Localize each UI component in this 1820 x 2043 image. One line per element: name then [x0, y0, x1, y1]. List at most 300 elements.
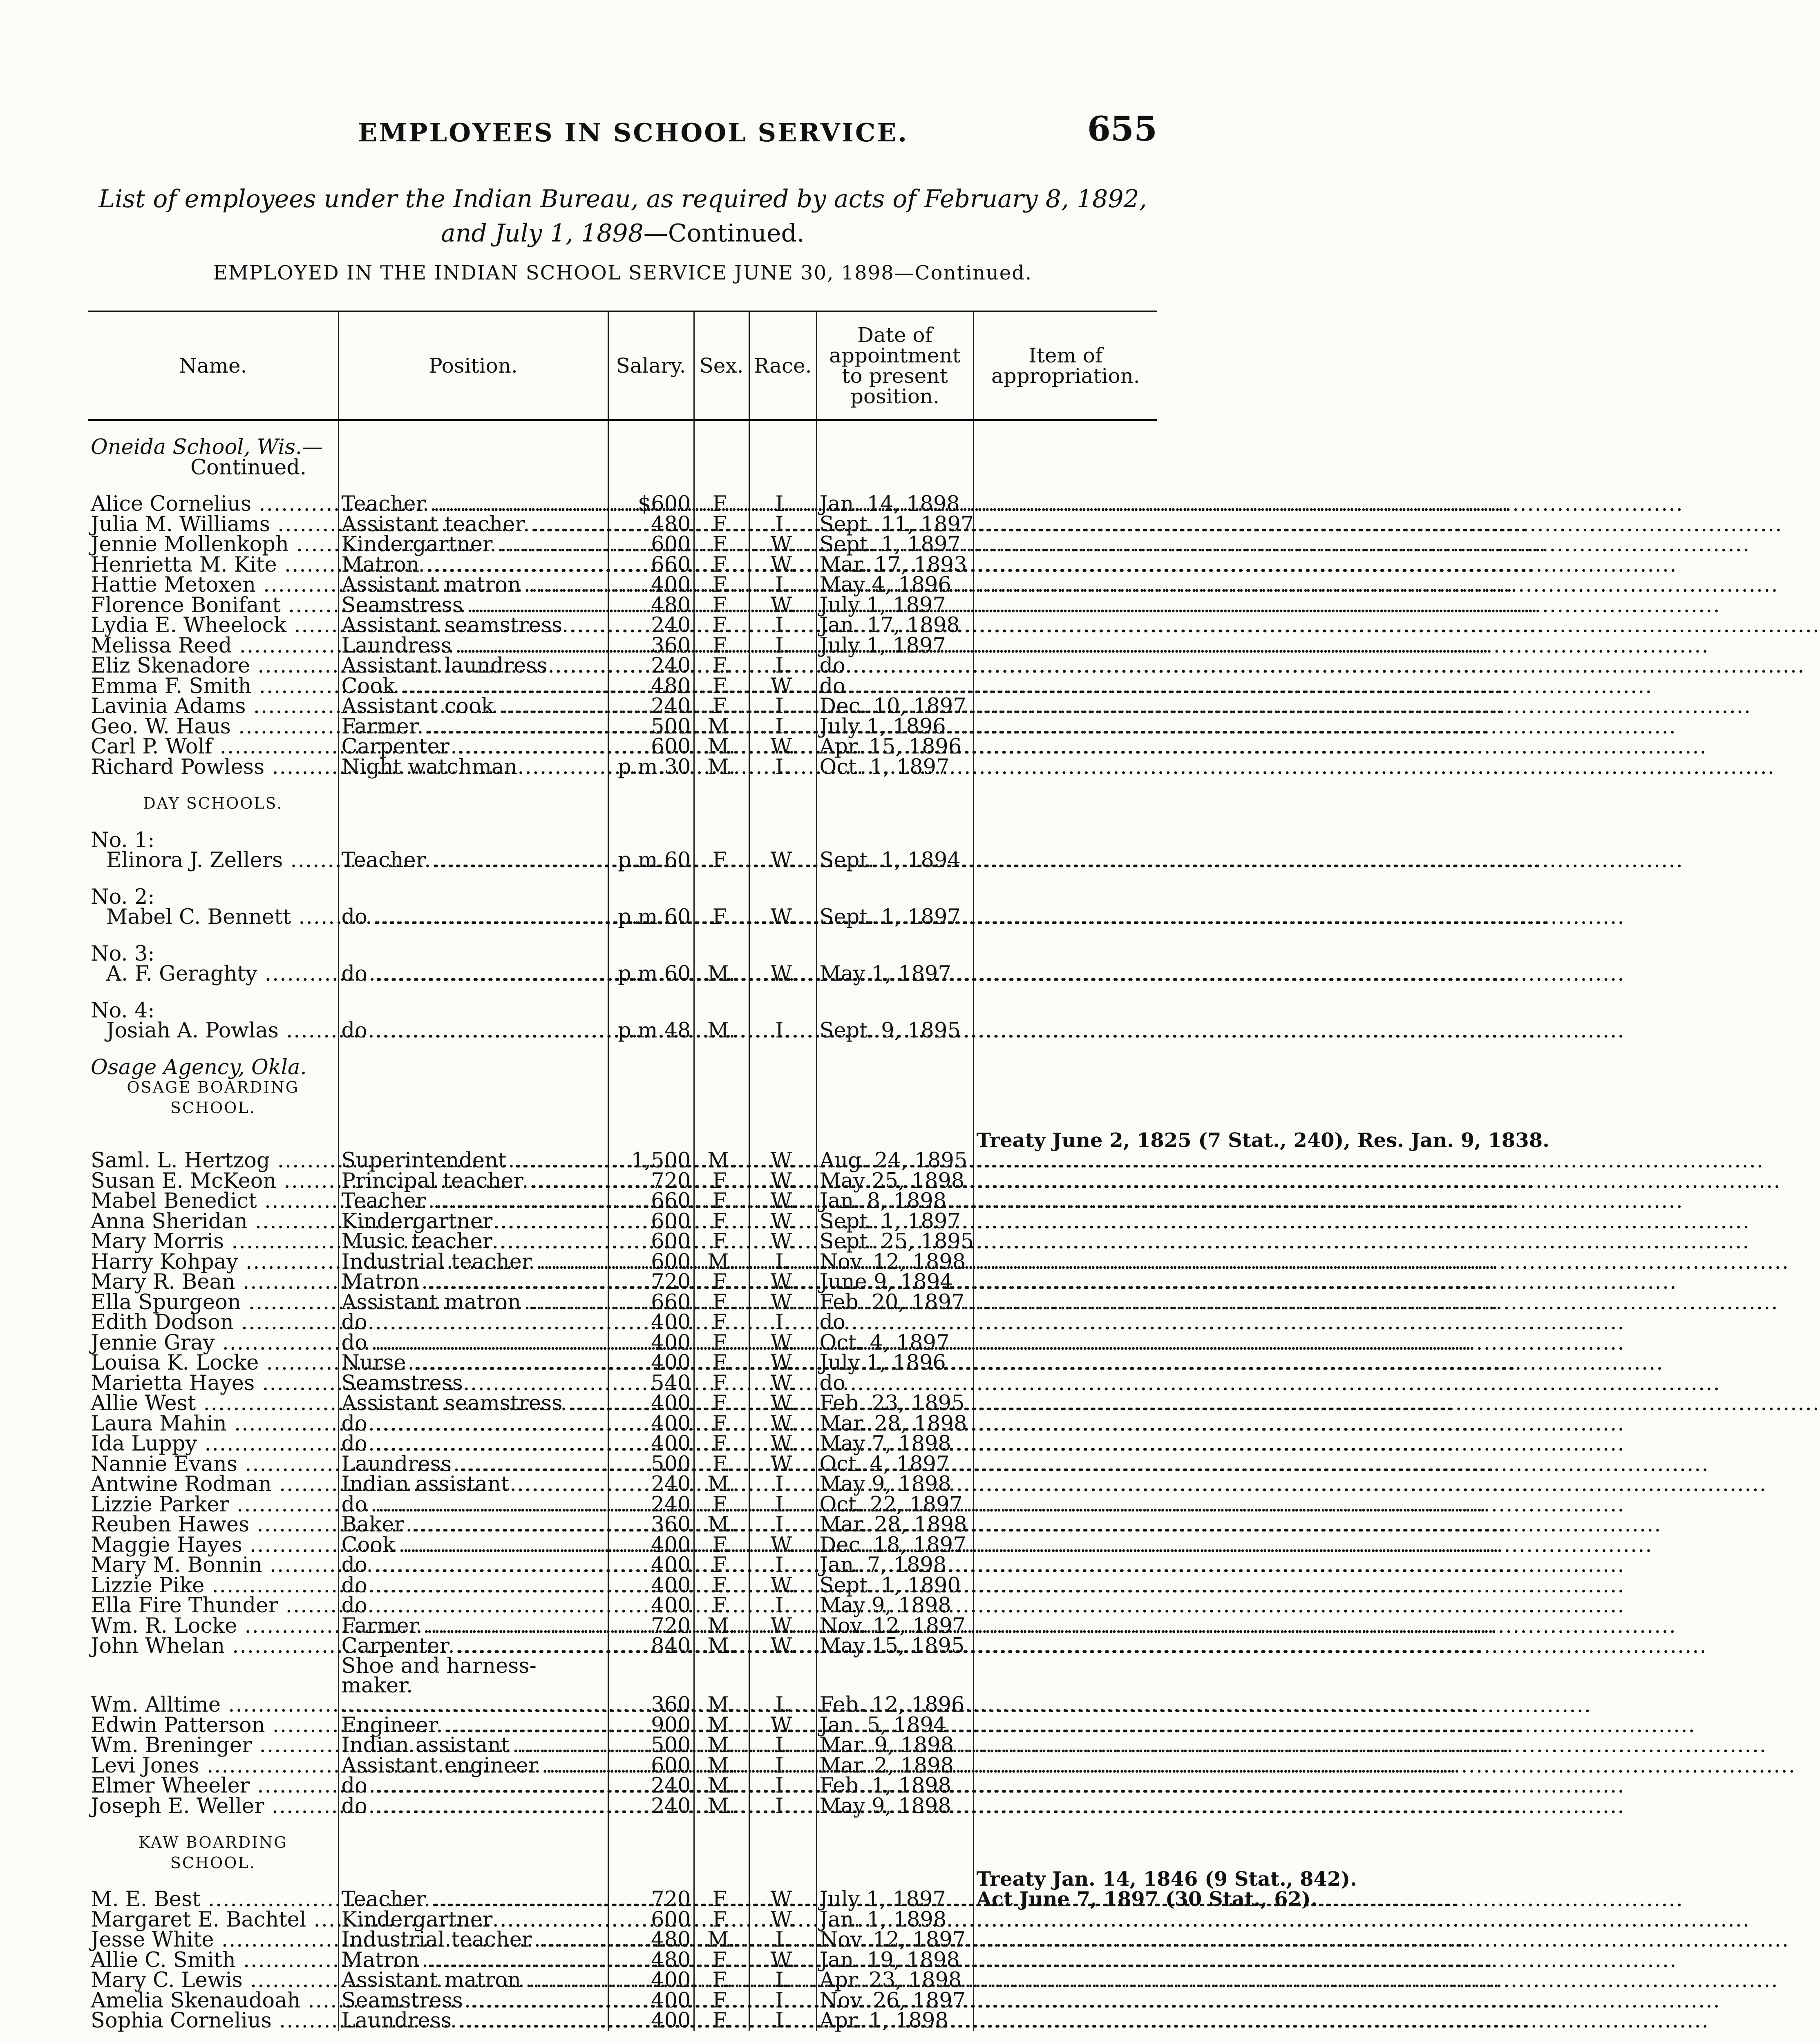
employee-position	[338, 633, 608, 658]
employee-name	[88, 615, 338, 636]
table-row	[88, 1991, 1157, 2011]
employee-salary: 480	[608, 676, 694, 697]
employee-name-text: Joseph E. Weller .....	[91, 1796, 335, 1817]
employee-race: W.	[749, 1171, 816, 1191]
employee-name	[88, 595, 338, 616]
employee-race: W.	[749, 1535, 816, 1556]
empty-cell	[338, 928, 608, 944]
employee-name-text: Lydia E. Wheelock .....	[91, 615, 335, 636]
employee-sex: F.	[694, 676, 749, 697]
day-school-number	[88, 830, 1157, 851]
empty-cell	[749, 777, 816, 794]
spacer-row	[88, 928, 1157, 944]
employee-appointment-date: May 15, 1895	[816, 1636, 973, 1656]
empty-cell	[338, 1853, 608, 1873]
employee-name-text: Alice Cornelius .....	[91, 494, 335, 514]
employee-position-text: Laundress .....	[342, 1454, 605, 1475]
empty-cell	[338, 1873, 608, 1889]
employee-name-text: Margaret E. Bachtel .....	[91, 1910, 335, 1930]
employee-name	[88, 1950, 338, 1971]
employee-salary: 400	[608, 1333, 694, 1353]
table-row	[88, 615, 1157, 636]
employee-sex: M.	[694, 1616, 749, 1636]
employee-name	[88, 1715, 338, 1736]
empty-cell	[973, 437, 1157, 458]
employee-name	[88, 1229, 338, 1254]
employee-race: W.	[749, 1151, 816, 1171]
employees-table-body	[88, 420, 1549, 2033]
table-row	[88, 1796, 1157, 1817]
table-row	[88, 1535, 1157, 1556]
employee-position	[338, 850, 608, 871]
employee-appointment-date: Mar. 28, 1898	[816, 1414, 973, 1434]
day-school-number-label: No. 4:	[91, 998, 155, 1023]
employee-name-text: Elinora J. Zellers .....	[106, 850, 335, 871]
empty-cell	[694, 1816, 749, 1833]
empty-cell	[338, 420, 608, 437]
employee-name	[88, 1753, 338, 1778]
employee-appointment-date: July 1, 1896	[816, 717, 973, 737]
employee-salary: $600	[608, 494, 694, 514]
empty-cell	[694, 777, 749, 794]
employee-appointment-date: May 1, 1897	[816, 964, 973, 984]
table-row	[88, 676, 1157, 697]
employee-name-text: Eliz Skenadore .....	[91, 656, 335, 676]
employee-race: I.	[749, 1312, 816, 1333]
employee-salary: 360	[608, 1515, 694, 1535]
employee-race: W.	[749, 1434, 816, 1454]
oneida-school-label: Oneida School, Wis.—	[91, 435, 323, 459]
col-header-name: Name.	[179, 354, 247, 378]
employee-race: I.	[749, 1555, 816, 1576]
employee-name-text: Carl P. Wolf .....	[91, 737, 335, 757]
employee-race: I.	[749, 615, 816, 636]
table-row	[88, 2011, 1157, 2031]
empty-cell	[749, 1041, 816, 1057]
employee-name-text: Marietta Hayes .....	[91, 1373, 335, 1394]
employee-position	[338, 552, 608, 577]
employee-name	[88, 1411, 338, 1436]
empty-cell	[816, 1057, 973, 1078]
employee-race: W.	[749, 1373, 816, 1394]
employee-appointment-date: Sept. 1, 1890	[816, 1576, 973, 1596]
empty-cell	[749, 1816, 816, 1833]
empty-cell	[88, 1134, 338, 1151]
employee-salary: 400	[608, 1393, 694, 1414]
empty-cell	[608, 944, 694, 964]
empty-cell	[973, 830, 1157, 851]
employee-appointment-date: Oct. 4, 1897	[816, 1454, 973, 1475]
employee-name	[88, 1970, 338, 1991]
employee-salary: 600	[608, 1211, 694, 1232]
employee-sex: F.	[694, 1272, 749, 1292]
employee-sex: F.	[694, 1454, 749, 1475]
col-header-sex: Sex.	[694, 311, 749, 420]
employee-race: W.	[749, 595, 816, 616]
employee-position	[338, 1753, 608, 1778]
employee-position-text: Matron .....	[342, 555, 605, 575]
employee-name	[88, 1393, 338, 1414]
empty-cell	[338, 1134, 608, 1151]
employee-sex: F.	[694, 1191, 749, 1211]
empty-cell	[694, 887, 749, 908]
empty-cell	[338, 1077, 608, 1098]
table-row	[88, 1970, 1157, 1991]
employee-appointment-date: Feb. 23, 1895	[816, 1393, 973, 1414]
employee-name-text: Richard Powless .....	[91, 757, 335, 778]
employee-race: I.	[749, 1656, 816, 1715]
employee-sex: M.	[694, 1930, 749, 1950]
empty-cell	[88, 814, 338, 830]
employee-sex: F.	[694, 1232, 749, 1252]
employee-sex: F.	[694, 494, 749, 514]
employee-position	[338, 1776, 608, 1796]
employee-race: I.	[749, 1930, 816, 1950]
empty-cell	[608, 1118, 694, 1134]
empty-cell	[694, 420, 749, 437]
employee-sex: F.	[694, 534, 749, 555]
employee-name	[88, 907, 338, 928]
osage-appropriation-item: Treaty June 2, 1825 (7 Stat., 240), Res. Jan. 9, 1838.	[973, 1057, 1157, 1151]
employee-race: W.	[749, 1292, 816, 1313]
employee-name	[88, 1191, 338, 1211]
empty-cell	[816, 777, 973, 794]
empty-cell	[749, 1001, 816, 1021]
page-header	[88, 105, 1157, 150]
employee-position	[338, 676, 608, 697]
empty-cell	[816, 1833, 973, 1853]
empty-cell	[694, 437, 749, 458]
empty-cell	[816, 794, 973, 814]
table-row	[88, 1715, 1157, 1736]
employee-appointment-date: Feb. 20, 1897	[816, 1292, 973, 1313]
employee-appointment-date: Aug. 24, 1895	[816, 1151, 973, 1171]
empty-cell	[749, 814, 816, 830]
spacer-row	[88, 814, 1157, 830]
employee-race: W.	[749, 1211, 816, 1232]
employee-race: I.	[749, 696, 816, 717]
employee-appointment-date: Nov. 12, 1897	[816, 1616, 973, 1636]
employee-position-text: Industrial teacher .....	[342, 1252, 605, 1272]
empty-cell	[816, 887, 973, 908]
empty-cell	[338, 871, 608, 887]
osage-agency-label: Osage Agency, Okla.	[91, 1055, 307, 1080]
table-row	[88, 656, 1157, 676]
employee-position-text: Principal teacher .....	[342, 1171, 605, 1191]
empty-cell	[749, 437, 816, 458]
empty-cell	[694, 458, 749, 478]
employee-position	[338, 1191, 608, 1211]
employee-sex: M.	[694, 1776, 749, 1796]
employee-name	[88, 964, 338, 984]
employee-position	[338, 1021, 608, 1041]
employee-sex: M.	[694, 1796, 749, 1817]
employee-position-text: Assistant laundress .....	[342, 656, 605, 676]
empty-cell	[608, 1057, 694, 1078]
employee-name-text: Louisa K. Locke .....	[91, 1353, 335, 1373]
employee-name-text: Ida Luppy .....	[91, 1434, 335, 1454]
employee-appointment-date: do	[816, 676, 973, 697]
employee-name-text: Lizzie Parker .....	[91, 1495, 335, 1515]
employee-sex: M.	[694, 737, 749, 757]
empty-cell	[338, 1001, 608, 1021]
employee-position-text: Laundress .....	[342, 2011, 605, 2031]
employee-salary: 480	[608, 1950, 694, 1971]
employee-salary: 720	[608, 1272, 694, 1292]
table-row	[88, 1272, 1157, 1292]
employee-position-text: Cook .....	[342, 1535, 605, 1556]
employee-appointment-date: July 1, 1897	[816, 1889, 973, 1910]
table-row	[88, 1021, 1157, 1041]
employee-salary: p.m.60	[608, 964, 694, 984]
employee-race: I.	[749, 1021, 816, 1041]
employee-position-text: Farmer .....	[342, 1616, 605, 1636]
employee-position	[338, 1573, 608, 1598]
employee-sex: F.	[694, 1970, 749, 1991]
employee-position	[338, 1373, 608, 1394]
empty-cell	[694, 478, 749, 494]
employee-salary: 600	[608, 1232, 694, 1252]
employee-name-text: Hattie Metoxen .....	[91, 575, 335, 595]
table-row	[88, 1515, 1157, 1535]
employee-name-text: Anna Sheridan .....	[91, 1211, 335, 1232]
empty-cell	[694, 984, 749, 1001]
employee-race: W.	[749, 1414, 816, 1434]
subtitle-line-2-italic: and July 1, 1898	[440, 219, 644, 248]
empty-cell	[694, 1041, 749, 1057]
employee-name	[88, 1555, 338, 1576]
employee-sex: F.	[694, 1535, 749, 1556]
empty-cell	[608, 437, 694, 458]
table-row	[88, 1930, 1157, 1950]
empty-cell	[816, 1001, 973, 1021]
empty-cell	[973, 420, 1157, 437]
empty-cell	[816, 830, 973, 851]
employee-position-text: Kindergartner .....	[342, 534, 605, 555]
empty-cell	[749, 944, 816, 964]
employee-race: I.	[749, 1776, 816, 1796]
employee-race: I.	[749, 1474, 816, 1495]
empty-cell	[608, 814, 694, 830]
employee-appointment-date: May 4, 1896	[816, 575, 973, 595]
employee-sex: F.	[694, 595, 749, 616]
employee-name	[88, 633, 338, 658]
empty-cell	[608, 777, 694, 794]
day-schools-heading	[88, 794, 1157, 814]
spacer-row	[88, 1816, 1157, 1833]
employee-salary: 660	[608, 1292, 694, 1313]
empty-cell	[816, 1118, 973, 1134]
employee-name-text: Lavinia Adams .....	[91, 696, 335, 717]
employee-appointment-date: Oct. 4, 1897	[816, 1333, 973, 1353]
employee-position	[338, 1353, 608, 1373]
employee-salary: 400	[608, 1434, 694, 1454]
employee-appointment-date: Mar. 17, 1893	[816, 555, 973, 575]
employee-name-text: Amelia Skenaudoah .....	[91, 1991, 335, 2011]
employee-name	[88, 1292, 338, 1313]
empty-cell	[608, 478, 694, 494]
employee-sex: M.	[694, 717, 749, 737]
empty-cell	[608, 1873, 694, 1889]
table-row	[88, 595, 1157, 616]
employee-salary: 1,500	[608, 1151, 694, 1171]
employee-position	[338, 1292, 608, 1313]
employee-position	[338, 1330, 608, 1355]
employee-name	[88, 575, 338, 595]
employee-race: W.	[749, 1191, 816, 1211]
employee-appointment-date: Jan. 19, 1898	[816, 1950, 973, 1971]
empty-cell	[338, 1118, 608, 1134]
employee-sex: F.	[694, 1353, 749, 1373]
employee-name-text: Harry Kohpay .....	[91, 1252, 335, 1272]
employee-appointment-date: Nov. 12, 1898	[816, 1252, 973, 1272]
employee-position	[338, 1796, 608, 1817]
employee-salary: 720	[608, 1889, 694, 1910]
empty-cell	[749, 1853, 816, 1873]
empty-cell	[816, 1853, 973, 1873]
empty-cell	[973, 814, 1157, 830]
empty-cell	[338, 1041, 608, 1057]
employee-name-text: Wm. Alltime .....	[91, 1695, 335, 1715]
empty-cell	[694, 1001, 749, 1021]
employee-name	[88, 1454, 338, 1475]
employee-sex: M.	[694, 1715, 749, 1736]
employee-name-text: Mabel C. Bennett .....	[106, 907, 335, 928]
empty-cell	[338, 814, 608, 830]
employee-name	[88, 1434, 338, 1454]
empty-cell	[973, 944, 1157, 964]
employee-position-text: Superintendent .....	[342, 1151, 605, 1171]
employee-name	[88, 1656, 338, 1715]
employee-sex: M.	[694, 1252, 749, 1272]
employee-position	[338, 1970, 608, 1991]
employee-name	[88, 1312, 338, 1333]
employee-race: W.	[749, 850, 816, 871]
empty-cell	[338, 1098, 608, 1118]
employee-salary: p.m.60	[608, 907, 694, 928]
empty-cell	[338, 1833, 608, 1853]
employee-appointment-date: Jan. 1, 1898	[816, 1910, 973, 1930]
employee-name	[88, 1515, 338, 1535]
employee-appointment-date: May 9, 1898	[816, 1796, 973, 1817]
table-row	[88, 1889, 1157, 1910]
employee-appointment-date: Mar. 2, 1898	[816, 1756, 973, 1776]
employee-salary: 600	[608, 1910, 694, 1930]
table-row	[88, 1474, 1157, 1495]
employee-appointment-date: Dec. 10, 1897	[816, 696, 973, 717]
empty-cell	[694, 871, 749, 887]
table-row	[88, 757, 1157, 778]
employee-position-text: Assistant seamstress .....	[342, 615, 605, 636]
employee-appointment-date: Sept. 1, 1897	[816, 1211, 973, 1232]
employee-name-text: Mary M. Bonnin .....	[91, 1555, 335, 1576]
employee-position	[338, 1272, 608, 1292]
employee-salary: 720	[608, 1616, 694, 1636]
empty-cell	[973, 794, 1157, 814]
kaw-boarding-heading-label: KAW BOARDING	[138, 1833, 288, 1851]
employee-position-text: do .....	[342, 907, 605, 928]
employee-name	[88, 1330, 338, 1355]
empty-cell	[749, 420, 816, 437]
employee-sex: F.	[694, 1950, 749, 1971]
table-row	[88, 964, 1157, 984]
employee-sex: F.	[694, 696, 749, 717]
empty-cell	[973, 887, 1157, 908]
employee-position-text: do .....	[342, 1555, 605, 1576]
empty-cell	[816, 1077, 973, 1098]
employee-sex: F.	[694, 1576, 749, 1596]
employee-position	[338, 1229, 608, 1254]
employee-position-text: Seamstress .....	[342, 1991, 605, 2011]
employee-position	[338, 1596, 608, 1616]
empty-cell	[973, 1041, 1157, 1057]
table-row	[88, 1776, 1157, 1796]
employee-sex: F.	[694, 1910, 749, 1930]
employee-name	[88, 757, 338, 778]
employee-position-text: Assistant teacher .....	[342, 514, 605, 535]
employee-position	[338, 1988, 608, 2013]
empty-cell	[694, 1077, 749, 1098]
employee-name	[88, 1211, 338, 1232]
empty-cell	[749, 928, 816, 944]
table-row	[88, 1393, 1157, 1414]
day-school-number	[88, 887, 1157, 908]
employee-position	[338, 696, 608, 717]
employee-position-text: Nurse .....	[342, 1353, 605, 1373]
employee-appointment-date: Dec. 18, 1897	[816, 1535, 973, 1556]
employee-name-text: Levi Jones .....	[91, 1756, 335, 1776]
employee-sex: F.	[694, 1211, 749, 1232]
employee-salary: 600	[608, 1252, 694, 1272]
empty-cell	[608, 794, 694, 814]
employee-salary: 400	[608, 575, 694, 595]
empty-cell	[88, 1873, 338, 1889]
employee-sex: F.	[694, 1312, 749, 1333]
employee-position	[338, 1171, 608, 1191]
employee-appointment-date: Sept. 1, 1894	[816, 850, 973, 871]
table-row	[88, 494, 1157, 514]
employee-race: W.	[749, 1715, 816, 1736]
table-row	[88, 514, 1157, 535]
employee-race: W.	[749, 1636, 816, 1656]
employee-position	[338, 1950, 608, 1971]
employee-position-text: Laundress .....	[342, 636, 605, 656]
empty-cell	[608, 928, 694, 944]
empty-cell	[694, 1134, 749, 1151]
empty-cell	[608, 830, 694, 851]
employee-position	[338, 757, 608, 778]
empty-cell	[694, 814, 749, 830]
table-row	[88, 907, 1157, 928]
empty-cell	[694, 830, 749, 851]
employee-salary: 600	[608, 1756, 694, 1776]
employee-name	[88, 1988, 338, 2013]
employee-sex: F.	[694, 514, 749, 535]
employee-sex: F.	[694, 850, 749, 871]
empty-cell	[973, 984, 1157, 1001]
table-row	[88, 1756, 1157, 1776]
employee-appointment-date: May 25, 1898	[816, 1171, 973, 1191]
table-row	[88, 555, 1157, 575]
employee-name	[88, 1272, 338, 1292]
employee-name-text: Edwin Patterson .....	[91, 1715, 335, 1736]
page-number: 655	[1087, 110, 1157, 149]
empty-cell	[608, 1001, 694, 1021]
empty-cell	[694, 1873, 749, 1889]
employee-salary: 400	[608, 1535, 694, 1556]
employee-name-text: Susan E. McKeon .....	[91, 1171, 335, 1191]
employee-position	[338, 1735, 608, 1756]
